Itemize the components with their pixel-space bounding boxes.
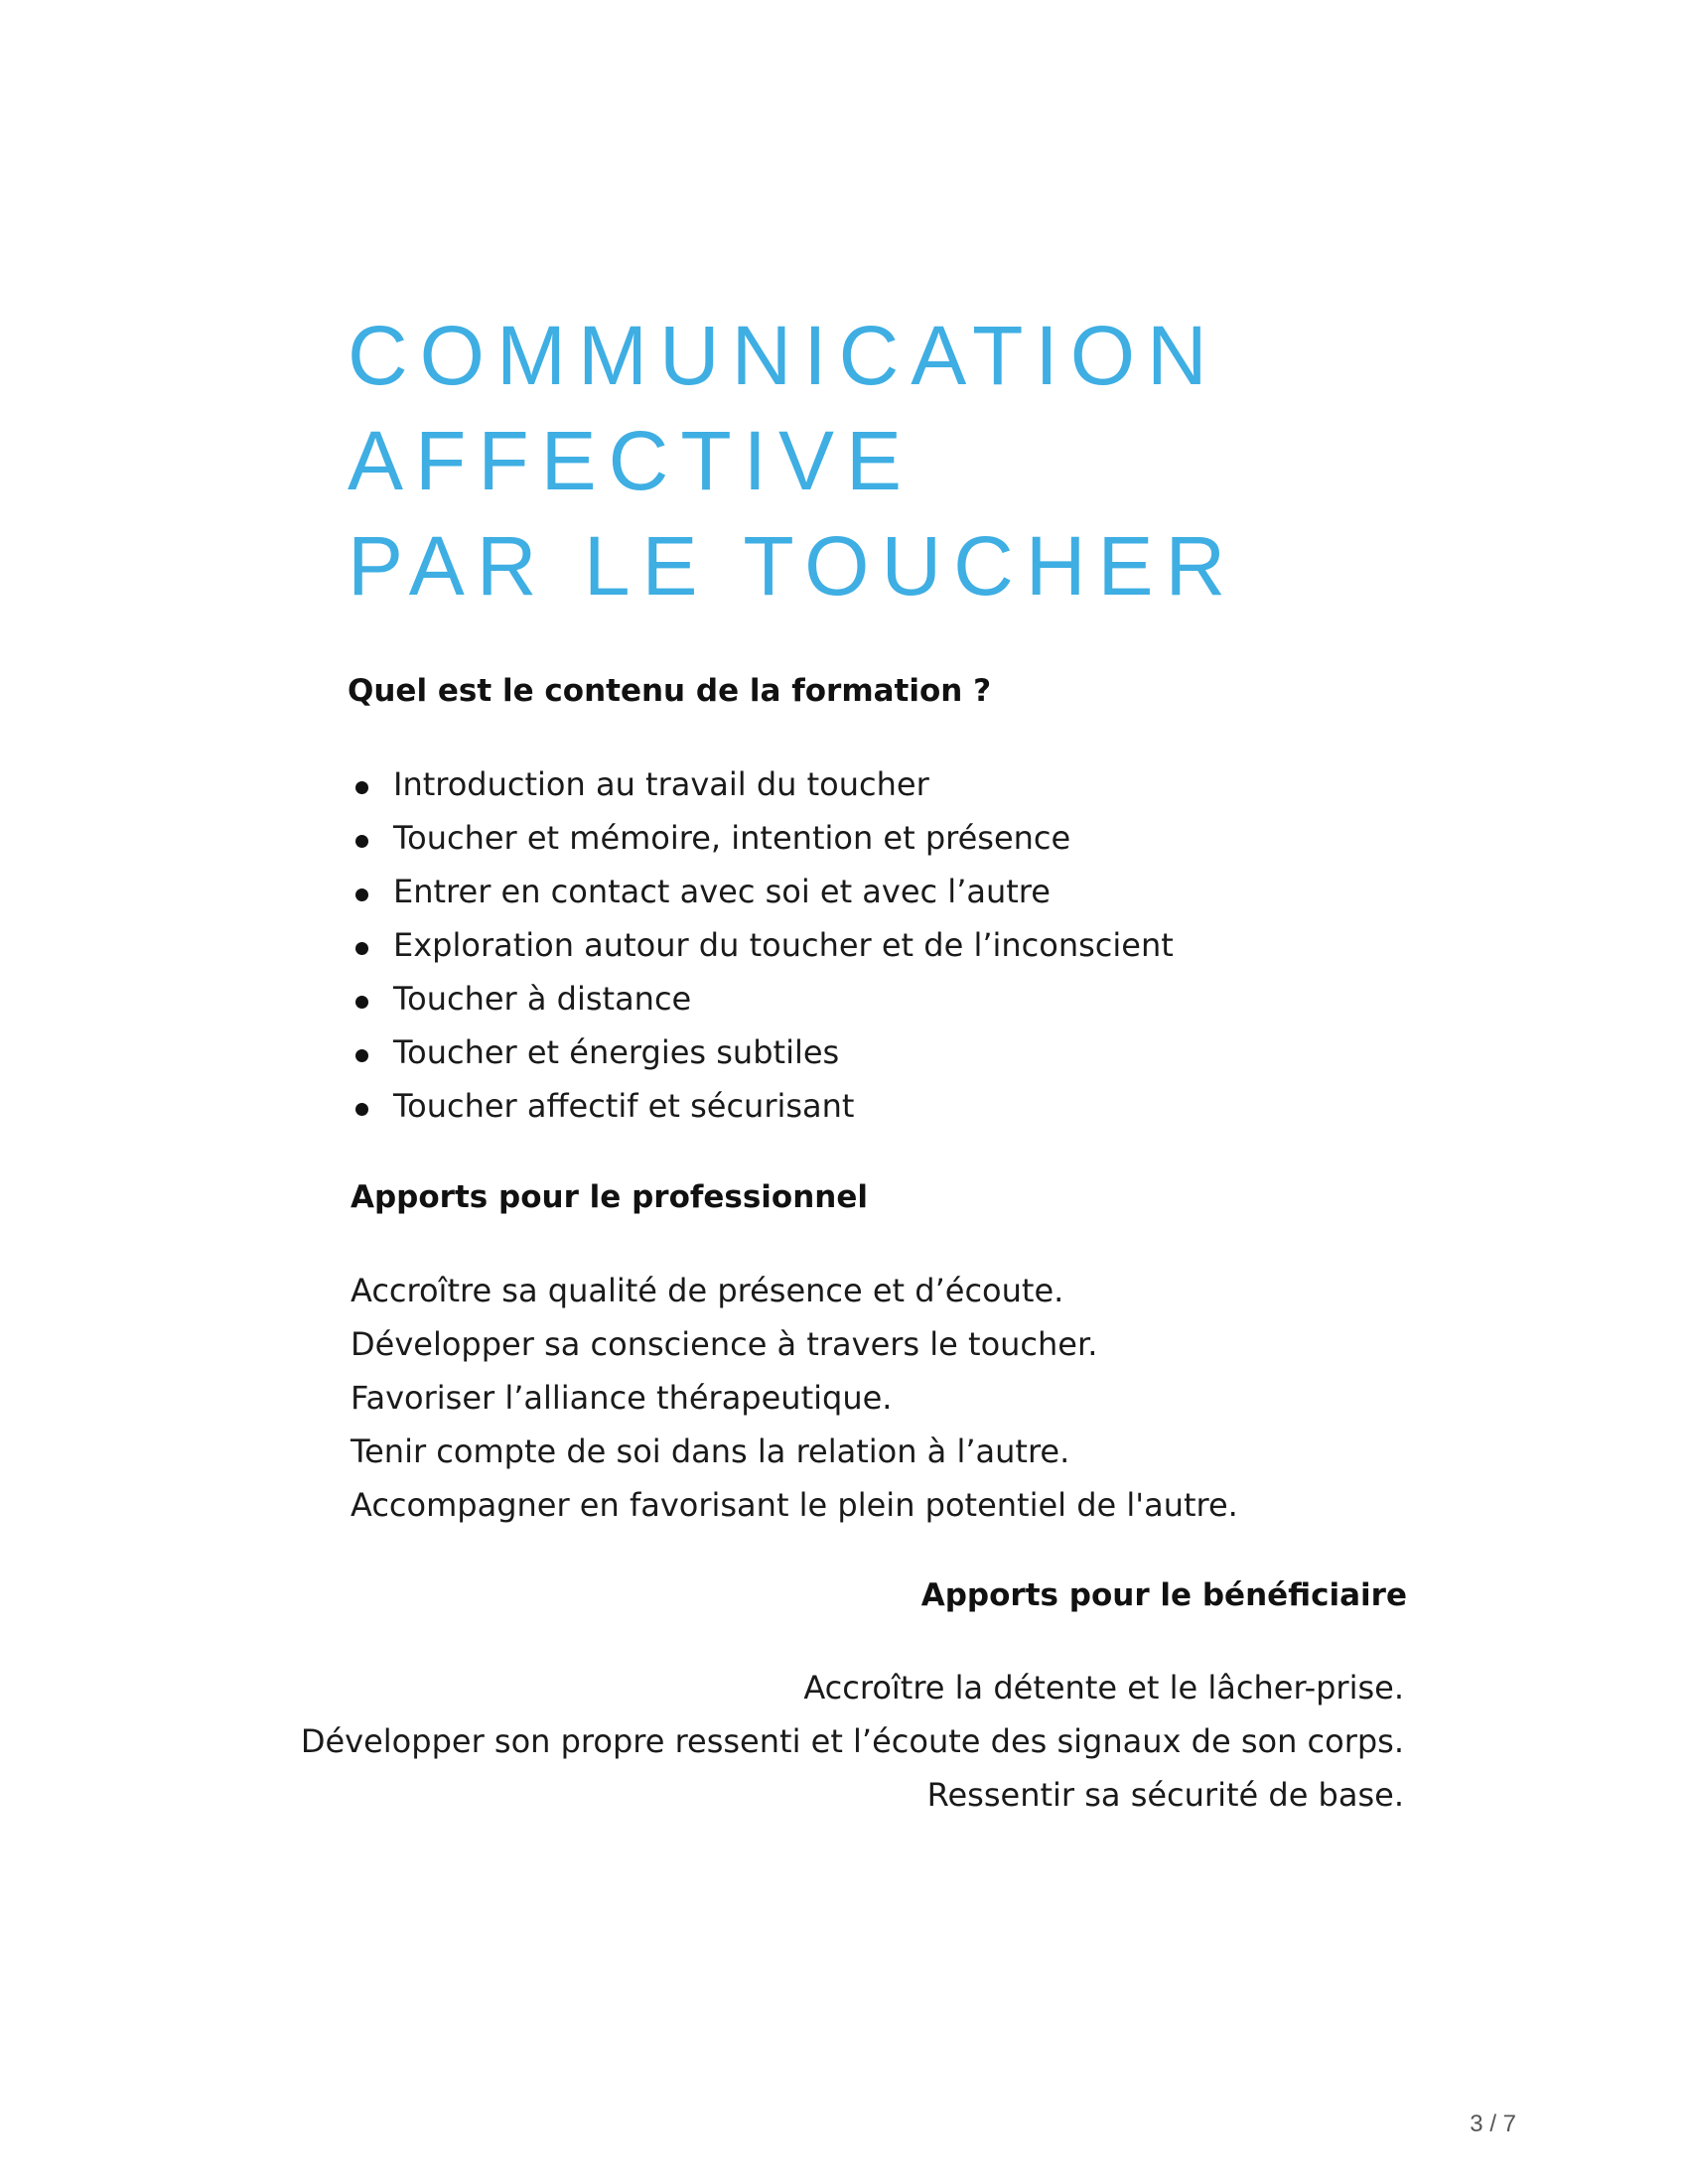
list-item [355, 1079, 1174, 1133]
bullet-icon [355, 1049, 368, 1062]
list-item [355, 865, 1174, 918]
bullet-icon [355, 996, 368, 1009]
beneficiaire-heading: Apports pour le bénéficiaire [920, 1577, 1407, 1613]
list-item-text: Toucher et énergies subtiles [393, 1033, 840, 1071]
list-item [355, 972, 1174, 1025]
bullet-icon [355, 835, 368, 848]
page-number: 3 / 7 [1470, 2111, 1516, 2137]
bullet-icon [355, 781, 368, 794]
professionnel-line: Favoriser l’alliance thérapeutique. [351, 1379, 893, 1417]
bullet-icon [355, 1103, 368, 1116]
professionnel-paragraph [351, 1264, 1238, 1532]
beneficiaire-line: Développer son propre ressenti et l’écoute des signaux de son corps. [300, 1722, 1404, 1760]
bullet-icon [355, 942, 368, 955]
beneficiaire-line: Accroître la détente et le lâcher-prise. [803, 1669, 1404, 1706]
document-title [348, 303, 1237, 618]
list-item-text: Toucher affectif et sécurisant [393, 1087, 855, 1125]
beneficiaire-paragraph [301, 1661, 1404, 1822]
list-item [355, 918, 1174, 972]
professionnel-line: Accompagner en favorisant le plein potentiel de l'autre. [351, 1486, 1238, 1524]
beneficiaire-line: Ressentir sa sécurité de base. [926, 1776, 1404, 1814]
list-item-text: Entrer en contact avec soi et avec l’autre [393, 873, 1051, 910]
professionnel-heading: Apports pour le professionnel [351, 1179, 869, 1215]
list-item [355, 811, 1174, 865]
contenu-list [355, 757, 1174, 1133]
list-item-text: Toucher à distance [393, 980, 692, 1018]
professionnel-line: Développer sa conscience à travers le toucher. [351, 1325, 1098, 1363]
title-line-1: COMMUNICATION [348, 309, 1219, 402]
professionnel-line: Tenir compte de soi dans la relation à l’autre. [351, 1433, 1070, 1470]
list-item [355, 757, 1174, 811]
list-item-text: Exploration autour du toucher et de l’inconscient [393, 926, 1174, 964]
contenu-heading: Quel est le contenu de la formation ? [348, 673, 992, 709]
title-line-2: AFFECTIVE [348, 414, 914, 507]
list-item-text: Toucher et mémoire, intention et présence [393, 819, 1071, 857]
bullet-icon [355, 888, 368, 901]
list-item [355, 1025, 1174, 1079]
professionnel-line: Accroître sa qualité de présence et d’écoute. [351, 1272, 1064, 1309]
list-item-text: Introduction au travail du toucher [393, 765, 929, 803]
title-line-3: PAR LE TOUCHER [348, 519, 1238, 613]
